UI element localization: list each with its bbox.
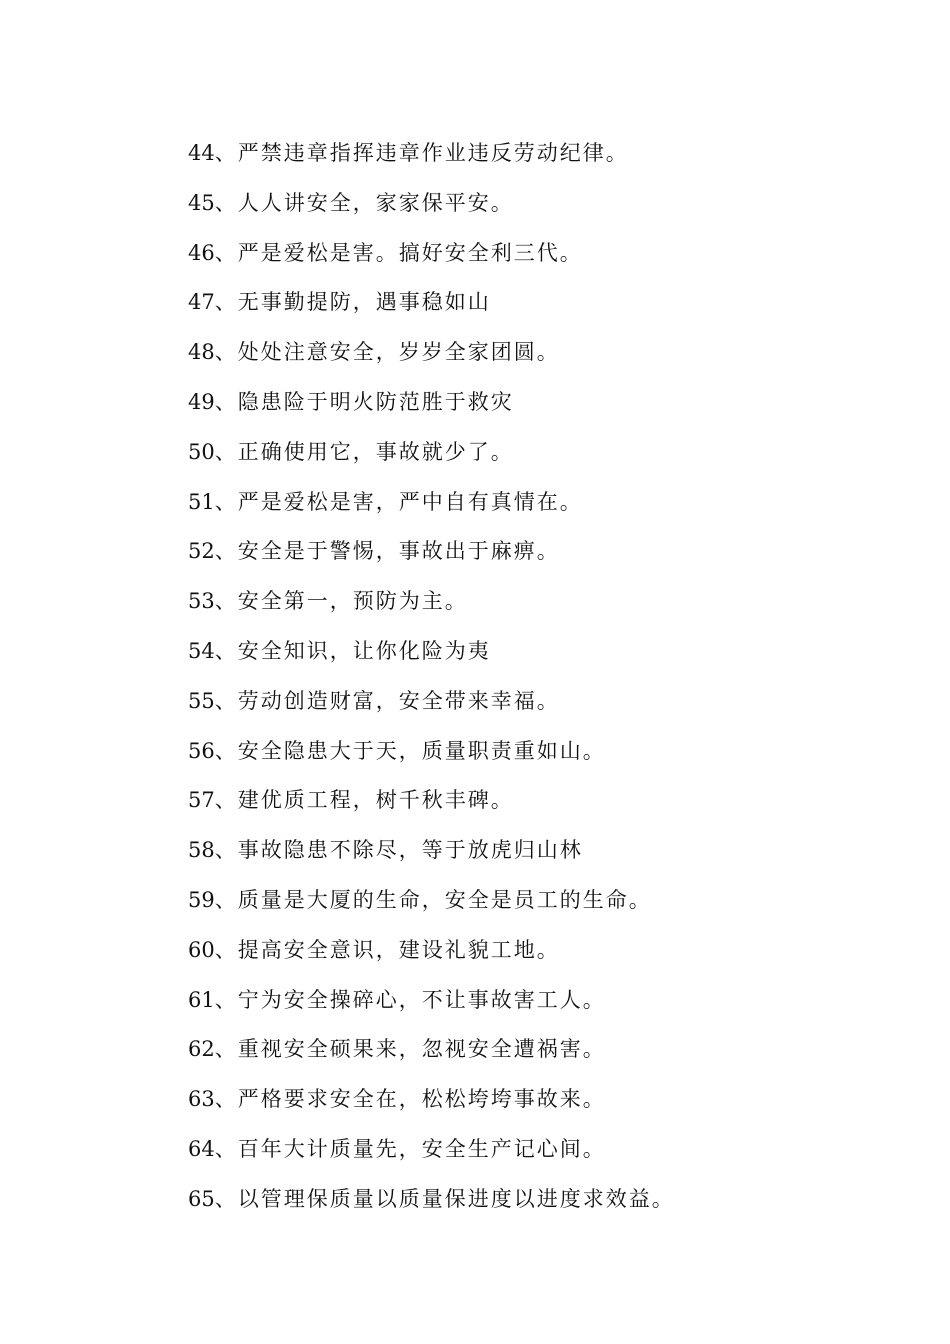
- list-item: [188, 734, 675, 784]
- list-item: [188, 933, 675, 983]
- list-item: [188, 983, 675, 1033]
- item-text: 、百年大计质量先，安全生产记心间。: [214, 1136, 606, 1161]
- item-text: 、劳动创造财富，安全带来幸福。: [214, 688, 560, 713]
- item-number: 50: [188, 439, 215, 464]
- item-text: 、事故隐患不除尽，等于放虎归山林: [214, 838, 583, 863]
- list-item: [188, 136, 675, 186]
- item-text: 、以管理保质量以质量保进度以进度求效益。: [214, 1186, 675, 1211]
- item-number: 47: [188, 290, 215, 315]
- item-number: 44: [188, 141, 215, 165]
- item-text: 、安全第一，预防为主。: [214, 589, 468, 614]
- item-text: 、处处注意安全，岁岁全家团圆。: [214, 340, 560, 365]
- item-text: 、质量是大厦的生命，安全是员工的生命。: [214, 887, 652, 912]
- item-number: 61: [188, 987, 215, 1012]
- item-text: 、严是爱松是害。搞好安全利三代。: [214, 240, 583, 265]
- list-item: [188, 186, 675, 236]
- list-item: [188, 684, 675, 734]
- item-number: 56: [188, 738, 215, 763]
- list-item: [188, 883, 675, 933]
- item-text: 、严格要求安全在，松松垮垮事故来。: [214, 1087, 606, 1112]
- item-number: 59: [188, 887, 215, 912]
- item-text: 、安全知识，让你化险为夷: [214, 638, 491, 663]
- list-item: [188, 1182, 675, 1232]
- item-text: 、严是爱松是害，严中自有真情在。: [214, 489, 583, 514]
- list-item: [188, 385, 675, 435]
- list-item: [188, 833, 675, 883]
- item-number: 58: [188, 838, 215, 863]
- item-text: 、人人讲安全，家家保平安。: [214, 190, 514, 215]
- list-item: [188, 485, 675, 535]
- item-text: 、正确使用它，事故就少了。: [214, 439, 514, 464]
- item-number: 62: [188, 1037, 215, 1062]
- item-text: 、安全是于警惕，事故出于麻痹。: [214, 539, 560, 564]
- item-number: 55: [188, 688, 215, 713]
- item-number: 45: [188, 190, 215, 215]
- item-number: 46: [188, 240, 215, 265]
- list-item: [188, 285, 675, 335]
- list-item: [188, 634, 675, 684]
- item-text: 、安全隐患大于天，质量职责重如山。: [214, 738, 606, 763]
- item-number: 65: [188, 1186, 215, 1211]
- list-item: [188, 1132, 675, 1182]
- item-text: 、建优质工程，树千秋丰碑。: [214, 788, 514, 813]
- item-text: 、重视安全硕果来，忽视安全遭祸害。: [214, 1037, 606, 1062]
- item-number: 54: [188, 638, 215, 663]
- item-number: 48: [188, 340, 215, 365]
- item-text: 、严禁违章指挥违章作业违反劳动纪律。: [214, 141, 629, 165]
- item-number: 49: [188, 389, 215, 414]
- item-text: 、提高安全意识，建设礼貌工地。: [214, 937, 560, 962]
- item-number: 51: [188, 489, 215, 514]
- item-number: 52: [188, 539, 215, 564]
- list-item: [188, 1082, 675, 1132]
- list-item: [188, 335, 675, 385]
- list-item: [188, 435, 675, 485]
- item-text: 、无事勤提防，遇事稳如山: [214, 290, 491, 315]
- item-number: 53: [188, 589, 215, 614]
- slogan-list: [188, 136, 675, 1232]
- item-number: 57: [188, 788, 215, 813]
- item-text: 、宁为安全操碎心，不让事故害工人。: [214, 987, 606, 1012]
- list-item: [188, 534, 675, 584]
- list-item: [188, 1032, 675, 1082]
- list-item: [188, 783, 675, 833]
- item-number: 63: [188, 1087, 215, 1112]
- item-text: 、隐患险于明火防范胜于救灾: [214, 389, 514, 414]
- list-item: [188, 236, 675, 286]
- item-number: 64: [188, 1136, 215, 1161]
- item-number: 60: [188, 937, 215, 962]
- list-item: [188, 584, 675, 634]
